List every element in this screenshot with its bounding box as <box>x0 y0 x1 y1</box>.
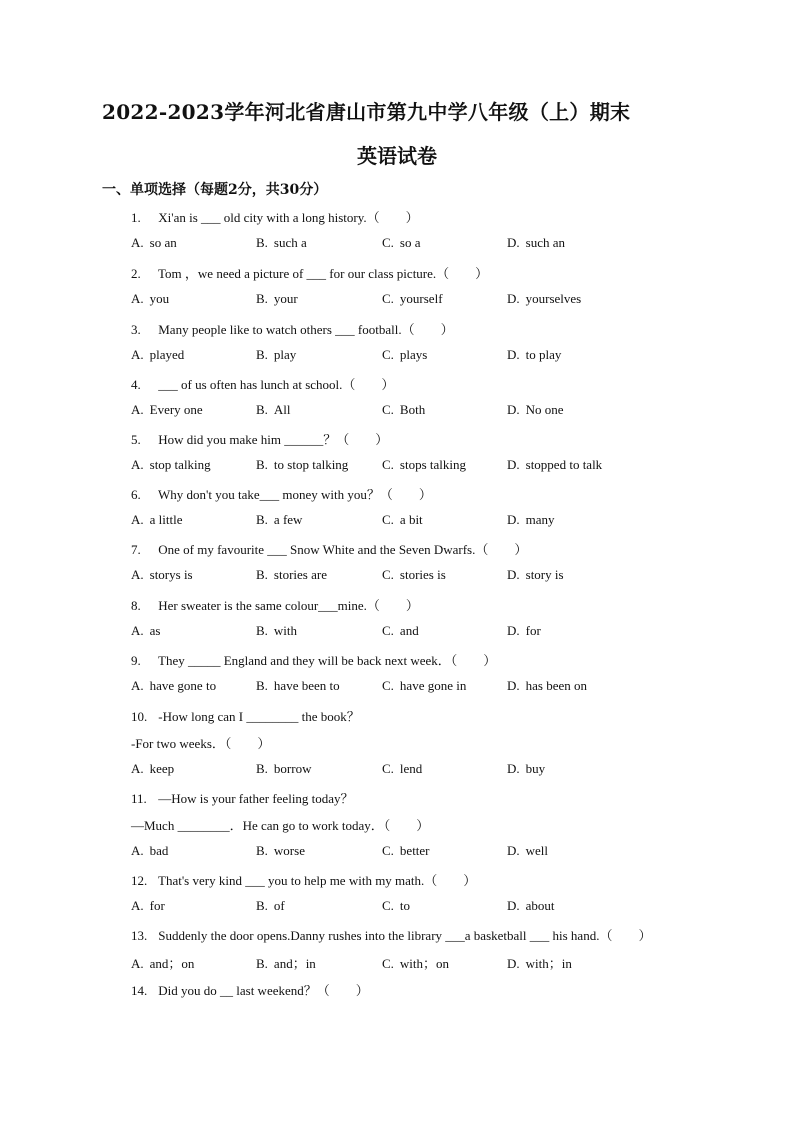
option-letter: B. <box>256 761 268 776</box>
option-letter: A. <box>131 512 144 527</box>
question-text: They _____ England and they will be back next week．（ ） <box>158 653 497 668</box>
option-text: Both <box>399 402 426 417</box>
option-letter: B. <box>256 402 268 417</box>
option-text: buy <box>525 761 546 776</box>
option-c[interactable] <box>382 512 423 528</box>
option-a[interactable] <box>131 953 194 972</box>
options-row <box>131 843 731 861</box>
option-a[interactable] <box>131 235 177 251</box>
option-b[interactable] <box>256 953 316 972</box>
option-c[interactable] <box>382 457 466 473</box>
option-letter: C. <box>382 567 394 582</box>
option-d[interactable] <box>507 291 581 307</box>
option-letter: C. <box>382 843 394 858</box>
options-row <box>131 291 731 309</box>
option-text: storys is <box>149 567 193 582</box>
option-letter: A. <box>131 291 144 306</box>
question-number: 14. <box>131 983 148 998</box>
option-a[interactable] <box>131 761 174 777</box>
section-heading: 一、单项选择（每题2分，共30分） <box>102 182 328 198</box>
option-letter: A. <box>131 898 144 913</box>
option-letter: C. <box>382 761 394 776</box>
option-b[interactable] <box>256 347 296 363</box>
option-text: have gone in <box>399 678 467 693</box>
question-number: 4. <box>131 377 141 392</box>
option-letter: B. <box>256 843 268 858</box>
option-text: stops talking <box>399 457 467 472</box>
option-text: worse <box>273 843 305 858</box>
option-letter: C. <box>382 291 394 306</box>
question-3 <box>131 319 454 338</box>
option-d[interactable] <box>507 898 555 914</box>
option-text: to stop talking <box>273 457 349 472</box>
question-text: -How long can I ________ the book？ <box>158 709 360 724</box>
option-letter: C. <box>382 457 394 472</box>
option-letter: A. <box>131 235 144 250</box>
option-b[interactable] <box>256 291 298 307</box>
option-text: a little <box>149 512 183 527</box>
option-letter: B. <box>256 623 268 638</box>
option-b[interactable] <box>256 402 291 418</box>
option-letter: D. <box>507 898 520 913</box>
option-letter: B. <box>256 457 268 472</box>
options-row <box>131 402 731 420</box>
option-c[interactable] <box>382 402 425 418</box>
option-letter: B. <box>256 291 268 306</box>
option-text: for <box>525 623 541 638</box>
option-text: a few <box>273 512 303 527</box>
option-c[interactable] <box>382 953 449 972</box>
option-d[interactable] <box>507 761 545 777</box>
option-b[interactable] <box>256 898 285 914</box>
question-7 <box>131 539 527 558</box>
option-letter: C. <box>382 956 394 971</box>
option-letter: D. <box>507 956 520 971</box>
option-letter: B. <box>256 898 268 913</box>
question-text: How did you make him ______？（ ） <box>158 432 389 447</box>
option-d[interactable] <box>507 953 572 972</box>
option-text: to <box>399 898 411 913</box>
option-text: about <box>525 898 555 913</box>
question-continuation: -For two weeks．（ ） <box>131 736 271 751</box>
option-c[interactable] <box>382 678 466 694</box>
option-letter: A. <box>131 761 144 776</box>
option-d[interactable] <box>507 843 548 859</box>
option-b[interactable] <box>256 512 302 528</box>
option-letter: A. <box>131 402 144 417</box>
option-text: to play <box>525 347 562 362</box>
option-text: yourselves <box>525 291 582 306</box>
option-text: such a <box>273 235 307 250</box>
options-row <box>131 235 731 253</box>
option-text: lend <box>399 761 423 776</box>
question-number: 9. <box>131 653 141 668</box>
question-number: 7. <box>131 542 141 557</box>
option-text: borrow <box>273 761 312 776</box>
option-letter: D. <box>507 235 520 250</box>
option-c[interactable] <box>382 291 443 307</box>
question-text: Xi'an is ___ old city with a long history.（ ） <box>158 210 419 225</box>
option-letter: C. <box>382 623 394 638</box>
question-text: —How is your father feeling today？ <box>158 791 354 806</box>
option-c[interactable] <box>382 843 430 859</box>
options-row <box>131 457 731 475</box>
question-number: 13. <box>131 928 148 943</box>
option-letter: D. <box>507 512 520 527</box>
question-9 <box>131 650 496 669</box>
option-letter: C. <box>382 678 394 693</box>
question-number: 3. <box>131 322 141 337</box>
option-d[interactable] <box>507 678 587 694</box>
question-2 <box>131 263 488 282</box>
option-a[interactable] <box>131 512 183 528</box>
question-number: 8. <box>131 598 141 613</box>
option-text: have gone to <box>149 678 217 693</box>
option-text: many <box>525 512 555 527</box>
option-text: and；in <box>273 956 316 971</box>
option-letter: A. <box>131 347 144 362</box>
question-number: 6. <box>131 487 141 502</box>
question-12 <box>131 870 476 889</box>
question-8 <box>131 595 419 614</box>
question-number: 1. <box>131 210 141 225</box>
option-d[interactable] <box>507 457 602 473</box>
option-letter: A. <box>131 843 144 858</box>
option-text: stop talking <box>149 457 211 472</box>
option-letter: A. <box>131 457 144 472</box>
option-b[interactable] <box>256 623 297 639</box>
option-a[interactable] <box>131 402 203 418</box>
question-13 <box>131 925 651 944</box>
option-text: so an <box>149 235 177 250</box>
option-a[interactable] <box>131 291 169 307</box>
options-row <box>131 567 731 585</box>
option-letter: A. <box>131 567 144 582</box>
question-5 <box>131 429 388 448</box>
option-letter: A. <box>131 956 144 971</box>
option-letter: B. <box>256 347 268 362</box>
question-text: Did you do __ last weekend？（ ） <box>158 983 369 998</box>
option-b[interactable] <box>256 843 305 859</box>
option-letter: B. <box>256 567 268 582</box>
option-letter: B. <box>256 678 268 693</box>
option-a[interactable] <box>131 567 193 583</box>
option-letter: C. <box>382 347 394 362</box>
question-14 <box>131 980 369 999</box>
question-text: Her sweater is the same colour___mine.（ ） <box>158 598 419 613</box>
option-b[interactable] <box>256 567 327 583</box>
option-a[interactable] <box>131 457 211 473</box>
option-d[interactable] <box>507 623 541 639</box>
question-11 <box>131 788 354 807</box>
question-number: 10. <box>131 709 148 724</box>
option-a[interactable] <box>131 843 168 859</box>
option-letter: B. <box>256 956 268 971</box>
option-letter: B. <box>256 512 268 527</box>
option-letter: D. <box>507 678 520 693</box>
options-row <box>131 512 731 530</box>
option-letter: D. <box>507 347 520 362</box>
option-a[interactable] <box>131 623 160 639</box>
option-d[interactable] <box>507 512 555 528</box>
option-c[interactable] <box>382 761 422 777</box>
options-row <box>131 898 731 916</box>
question-text: That's very kind ___ you to help me with my math.（ ） <box>158 873 477 888</box>
options-row <box>131 953 731 971</box>
option-text: for <box>149 898 165 913</box>
option-text: stories are <box>273 567 327 582</box>
option-text: Every one <box>149 402 203 417</box>
option-text: and；on <box>149 956 195 971</box>
option-text: play <box>273 347 297 362</box>
option-b[interactable] <box>256 457 348 473</box>
option-text: have been to <box>273 678 340 693</box>
option-text: a bit <box>399 512 423 527</box>
option-letter: C. <box>382 235 394 250</box>
question-text: One of my favourite ___ Snow White and the Seven Dwarfs.（ ） <box>158 542 528 557</box>
option-letter: B. <box>256 235 268 250</box>
option-b[interactable] <box>256 235 307 251</box>
option-a[interactable] <box>131 898 165 914</box>
option-letter: A. <box>131 678 144 693</box>
question-continuation: —Much ________．He can go to work today．（ ） <box>131 818 430 833</box>
option-text: stopped to talk <box>525 457 603 472</box>
option-letter: D. <box>507 291 520 306</box>
option-letter: D. <box>507 567 520 582</box>
option-text: with；in <box>525 956 572 971</box>
option-c[interactable] <box>382 347 427 363</box>
option-a[interactable] <box>131 678 216 694</box>
options-row <box>131 678 731 696</box>
options-row <box>131 761 731 779</box>
option-letter: D. <box>507 843 520 858</box>
option-text: stories is <box>399 567 446 582</box>
question-1 <box>131 207 419 226</box>
exam-subtitle: 英语试卷 <box>357 144 437 168</box>
question-text: Tom ，we need a picture of ___ for our class picture.（ ） <box>158 266 489 281</box>
option-text: No one <box>525 402 564 417</box>
question-4 <box>131 374 394 393</box>
option-b[interactable] <box>256 678 340 694</box>
option-text: with；on <box>399 956 450 971</box>
option-letter: C. <box>382 512 394 527</box>
option-text: with <box>273 623 298 638</box>
options-row <box>131 347 731 365</box>
option-letter: D. <box>507 761 520 776</box>
option-c[interactable] <box>382 235 421 251</box>
option-d[interactable] <box>507 402 564 418</box>
question-text: Many people like to watch others ___ football.（ ） <box>158 322 454 337</box>
option-text: All <box>273 402 291 417</box>
question-number: 12. <box>131 873 148 888</box>
question-number: 2. <box>131 266 141 281</box>
option-text: your <box>273 291 298 306</box>
option-letter: C. <box>382 402 394 417</box>
option-text: has been on <box>525 678 588 693</box>
exam-title: 2022-2023学年河北省唐山市第九中学八年级（上）期末 <box>102 100 631 124</box>
question-6 <box>131 484 432 503</box>
option-text: plays <box>399 347 428 362</box>
option-d[interactable] <box>507 347 561 363</box>
option-c[interactable] <box>382 623 419 639</box>
option-letter: D. <box>507 457 520 472</box>
option-text: and <box>399 623 419 638</box>
question-text: ___ of us often has lunch at school.（ ） <box>158 377 395 392</box>
option-text: played <box>149 347 185 362</box>
option-d[interactable] <box>507 235 565 251</box>
option-letter: A. <box>131 623 144 638</box>
option-letter: C. <box>382 898 394 913</box>
option-text: keep <box>149 761 175 776</box>
question-10 <box>131 706 360 725</box>
option-text: you <box>149 291 170 306</box>
option-a[interactable] <box>131 347 184 363</box>
option-text: well <box>525 843 549 858</box>
option-text: yourself <box>399 291 443 306</box>
option-letter: D. <box>507 623 520 638</box>
option-d[interactable] <box>507 567 564 583</box>
option-letter: D. <box>507 402 520 417</box>
option-text: as <box>149 623 161 638</box>
option-text: of <box>273 898 285 913</box>
option-c[interactable] <box>382 567 446 583</box>
question-number: 5. <box>131 432 141 447</box>
option-text: bad <box>149 843 169 858</box>
option-b[interactable] <box>256 761 311 777</box>
option-text: such an <box>525 235 565 250</box>
option-text: story is <box>525 567 564 582</box>
option-text: better <box>399 843 430 858</box>
option-text: so a <box>399 235 421 250</box>
question-number: 11. <box>131 791 147 806</box>
question-text: Why don't you take___ money with you？（ ） <box>158 487 432 502</box>
option-c[interactable] <box>382 898 410 914</box>
options-row <box>131 623 731 641</box>
question-text: Suddenly the door opens.Danny rushes into the library ___a basketball ___ his hand.（ ） <box>158 928 652 943</box>
